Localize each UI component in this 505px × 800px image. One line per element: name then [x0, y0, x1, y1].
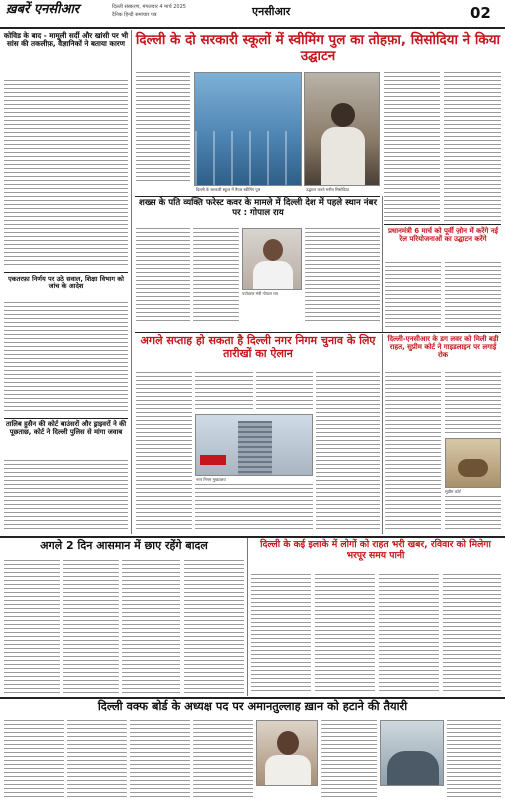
story4-caption: नगर निगम मुख्यालय [196, 477, 226, 482]
story2-caption: पर्यावरण मंत्री गोपाल राय [242, 291, 279, 296]
divider-lower [0, 536, 505, 538]
dog-shape [458, 459, 488, 477]
divider-story3 [384, 224, 501, 225]
left-mid-body [4, 302, 128, 414]
story3-headline-box [385, 227, 501, 243]
main-story-col-4 [384, 72, 440, 222]
bottom-col-3 [130, 720, 190, 798]
main-photo-caption-1: दिल्ली के सरकारी स्कूल में तैयार स्वीमिंग पुल [196, 187, 261, 192]
story6-headline: अगले 2 दिन आसमान में छाए रहेंगे बादल [40, 539, 208, 552]
main-story-headline-box [135, 33, 501, 64]
story6-col-2 [63, 560, 119, 694]
story2-headline: शख्स के पति व्यक्ति फरेस्ट कवर के मामले में दिल्ली देश में पहले स्थान नंबर पर : गोपाल राय [139, 198, 377, 218]
rai-body [253, 261, 293, 290]
divider-story4 [135, 332, 501, 333]
story4-col-5 [195, 484, 313, 532]
left-top-headline: कोविड के बाद - मामूली सर्दी और खांसी पर भी सांस की तकलीफ़, वैज्ञानिकों ने बताया कारण [3, 31, 129, 49]
right-column-rule [382, 196, 383, 332]
main-story-col-1 [136, 72, 190, 184]
lower-center-rule [247, 538, 248, 696]
story6-headline-box [4, 540, 244, 553]
story4-headline: अगले सप्ताह हो सकता है दिल्ली नगर निगम चुनाव के लिए तारीखों का ऐलान [140, 334, 376, 360]
pool-lanes [195, 131, 302, 186]
masthead-edition: दैनिक हिन्दी समाचार पत्र [112, 12, 157, 18]
crowd-shape [387, 751, 439, 786]
story5-headline-box [385, 335, 501, 359]
masthead-date: दिल्ली संस्करण, मंगलवार 4 मार्च 2025 [112, 4, 186, 10]
story3-headline: प्रधानमंत्री 6 मार्च को पूर्वी ज़ोन में करेंगे नई रेल परियोजनाओं का उद्घाटन करेंगे [387, 227, 499, 244]
bottom-col-6 [447, 720, 501, 798]
story5-rule [382, 334, 383, 534]
main-story-col-5 [444, 72, 501, 222]
main-story-photo-2 [304, 72, 380, 186]
story4-col-1 [136, 372, 192, 532]
story2-col-1 [136, 228, 190, 324]
main-photo-caption-2: उद्घाटन करते मनीष सिसोदिया [306, 187, 349, 192]
story4-headline-box [136, 335, 380, 360]
divider-story2 [135, 196, 380, 197]
khan-body [265, 755, 311, 786]
story7-col-1 [251, 574, 311, 694]
story7-col-4 [443, 574, 501, 694]
left-divider-2 [4, 418, 128, 419]
story2-col-2 [193, 228, 239, 324]
left-divider-1 [4, 272, 128, 273]
left-mid-block [4, 421, 128, 437]
bottom-headline-box [4, 700, 501, 713]
story2-photo [242, 228, 302, 290]
bottom-col-1 [4, 720, 64, 798]
story7-headline: दिल्ली के कई इलाके में लोगों को राहत भरी खबर, रविवार को मिलेगा भरपूर समय पानी [260, 539, 491, 561]
main-story-photo-1 [194, 72, 302, 186]
bottom-headline: दिल्ली वक्फ बोर्ड के अध्यक्ष पद पर अमानतुल्लाह ख़ान को हटाने की तैयारी [97, 699, 408, 713]
left-bottom-body [4, 460, 128, 532]
left-subhead-block [4, 276, 128, 291]
khan-head [277, 731, 299, 755]
story2-headline-box [136, 199, 380, 219]
story3-body-1 [385, 262, 441, 330]
main-story-headline: दिल्ली के दो सरकारी स्कूलों में स्वीमिंग पुल का तोहफ़ा, सिसोदिया ने किया उद्घाटन [135, 32, 501, 64]
story5-caption: सुप्रीम कोर्ट [445, 489, 461, 494]
story2-col-4 [305, 228, 380, 324]
masthead [0, 0, 505, 28]
person-silhouette [331, 103, 355, 127]
story6-col-4 [184, 560, 244, 694]
story5-headline: दिल्ली-एनसीआर के डग लवर को मिली बड़ी राहत, सुप्रीम कोर्ट ने गाइडलाइन पर लगाई रोक [387, 335, 499, 360]
story5-photo [445, 438, 501, 488]
person-body [321, 127, 365, 186]
rai-head [263, 239, 283, 261]
left-column-rule [131, 30, 132, 534]
section-title: एनसीआर [252, 5, 291, 18]
left-top-body [4, 80, 128, 268]
bottom-col-5 [321, 720, 377, 798]
story5-col-1 [385, 372, 441, 532]
story4-col-2 [195, 372, 253, 412]
bottom-photo-2 [380, 720, 444, 786]
story4-photo [195, 414, 313, 476]
mcd-tower [238, 421, 272, 476]
left-mid-headline: तालिब हुसैन की कोर्ट बाउंसरों और ड्राइवरों ने की पूछताछ, कोर्ट ने दिल्ली पुलिस से मांगा जवाब [5, 420, 127, 436]
story6-col-3 [122, 560, 180, 694]
story5-col-3 [445, 496, 501, 532]
bottom-col-2 [67, 720, 127, 798]
bottom-photo-1 [256, 720, 318, 786]
bottom-col-4 [193, 720, 253, 798]
story4-col-3 [256, 372, 313, 412]
story5-col-2 [445, 372, 501, 436]
story4-col-4 [316, 372, 380, 532]
story6-col-1 [4, 560, 60, 694]
mcd-sign [200, 455, 226, 465]
masthead-rule [0, 27, 505, 29]
masthead-logo: ख़बरें एनसीआर [6, 2, 80, 17]
story7-headline-box [250, 540, 501, 561]
story7-col-2 [315, 574, 375, 694]
left-subhead: एकतरफ़ा निर्णय पर उठे सवाल, शिक्षा विभाग को जांच के आदेश [8, 275, 124, 291]
page-number: 02 [470, 4, 491, 22]
story3-body-2 [445, 262, 501, 330]
story7-col-3 [379, 574, 439, 694]
